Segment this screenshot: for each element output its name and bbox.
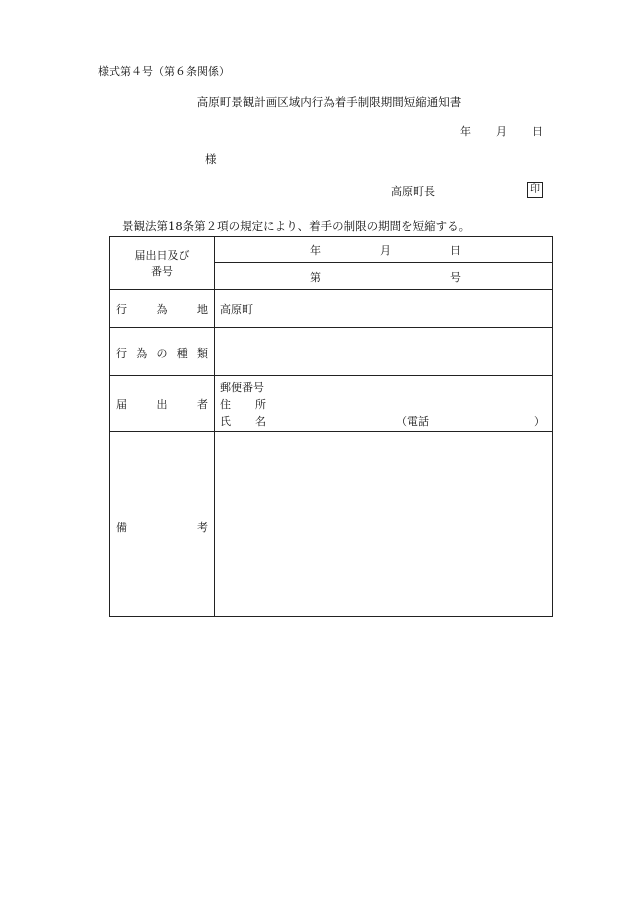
row-divider [110, 431, 552, 432]
row-divider [110, 289, 552, 290]
row-divider [215, 262, 552, 263]
form-number: 様式第４号（第６条関係） [98, 65, 230, 78]
location-label: 行 為 地 [116, 303, 208, 316]
phone-open-label: （電話 [396, 415, 429, 428]
phone-close-label: ） [534, 415, 545, 428]
notification-month-label: 月 [380, 244, 391, 257]
notifier-label: 届 出 者 [116, 398, 208, 411]
statement-text: 景観法第18条第２項の規定により、着手の制限の期間を短縮する。 [122, 219, 471, 233]
notification-year-label: 年 [310, 244, 321, 257]
action-type-label: 行 為 の 種 類 [116, 347, 208, 360]
date-day-label: 日 [532, 125, 543, 138]
issuer-name: 高原町長 [391, 185, 435, 198]
row-divider [110, 375, 552, 376]
location-value: 高原町 [220, 303, 253, 316]
number-suffix: 号 [450, 271, 461, 284]
address-label: 住 所 [220, 398, 266, 411]
number-prefix: 第 [310, 271, 321, 284]
notice-table [109, 236, 553, 617]
document-title: 高原町景観計画区域内行為着手制限期間短縮通知書 [196, 95, 462, 109]
date-month-label: 月 [496, 125, 507, 138]
postal-code-label: 郵便番号 [220, 381, 264, 394]
seal-mark: 印 [527, 182, 543, 198]
remarks-label: 備 考 [116, 521, 208, 534]
notification-date-label: 届出日及び 番号 [134, 249, 190, 278]
date-year-label: 年 [460, 125, 471, 138]
column-divider [214, 237, 215, 616]
name-label: 氏 名 [220, 415, 266, 428]
row-divider [110, 327, 552, 328]
addressee-suffix: 様 [205, 152, 217, 166]
notification-day-label: 日 [450, 244, 461, 257]
